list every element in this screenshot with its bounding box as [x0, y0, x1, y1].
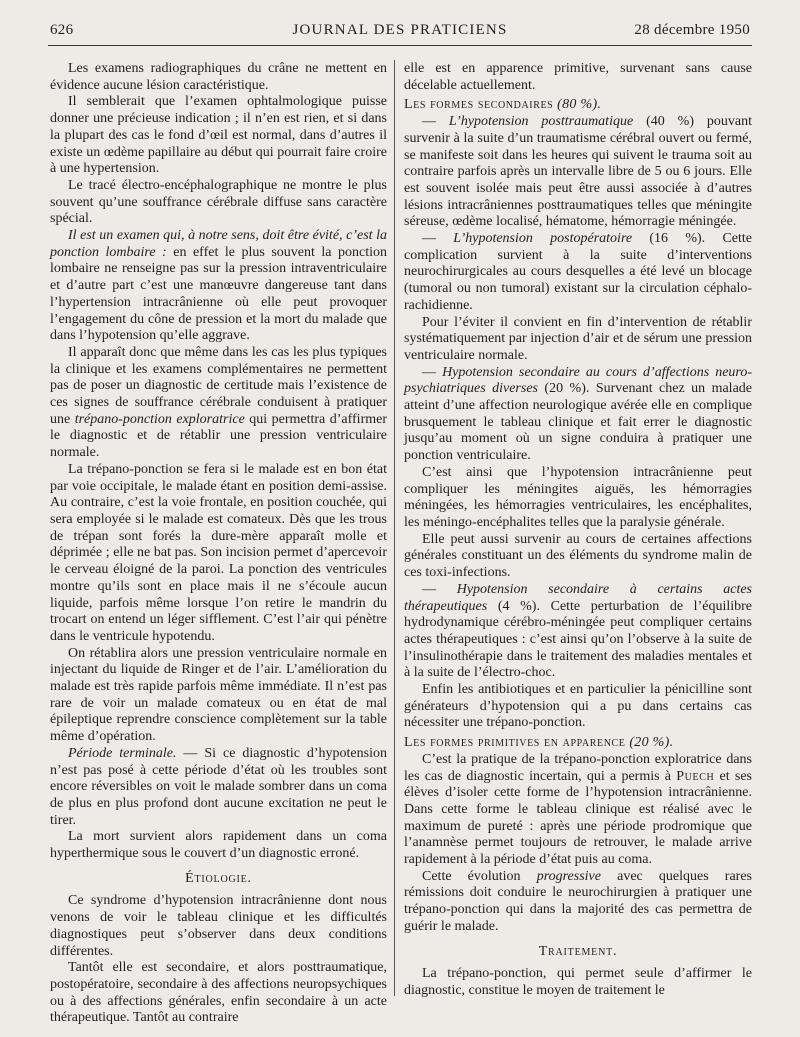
paragraph: Il apparaît donc que même dans les cas les plus typiques la clinique et les examens complémentaires ne permettent pas de poser un diagnostic de certitude mais l’existence de ces signes de souffrance cérébrale conduisent à pratiquer une trépano-ponction exploratrice qui permettra d’affirmer le diagnostic et de rétablir une pression ventriculaire normale.: [50, 344, 387, 461]
left-column: [50, 61, 387, 1027]
paragraph: C’est la pratique de la trépano-ponction exploratrice dans les cas de diagnostic incertain, qui a permis à Puech et ses élèves d’isoler cette forme de l’hypotension intracrânienne. Dans cette forme le tableau clinique est réalisé avec le maximum de pureté : après une période prodromique que l’anamnèse permet toujours de retrouver, le malade arrive rapidement à la période d’état puis au coma.: [404, 751, 752, 868]
paragraph: Elle peut aussi survenir au cours de certaines affections générales constituant un des éléments du syndrome malin de ces toxi-infections.: [404, 531, 752, 581]
section-heading-traitement: Traitement.: [538, 943, 618, 959]
italic-lead: Hypotension secondaire à certains actes thérapeutiques: [404, 581, 753, 614]
italic-lead: Période terminale.: [68, 745, 177, 761]
italic-lead: Hypotension secondaire au cours d’affections neuro-psychiatriques diverses: [404, 364, 753, 397]
paragraph: On rétablira alors une pression ventriculaire normale en injectant du liquide de Ringer et de l’air. L’amélioration du malade est très rapide parfois même immédiate. Il n’est pas rare de voir un malade comateux ou en état de mal épileptique reprendre conscience complètement sur la table même d’opération.: [50, 645, 387, 745]
paragraph: Cette évolution progressive avec quelques rares rémissions doit conduire le neurochirurgien à pratiquer une trépano-ponction qui dans la majorité des cas permettra de guérir le malade.: [404, 868, 753, 934]
subsection-heading-secondaires: Les formes secondaires (80 %).: [404, 97, 602, 113]
paragraph: Il est un examen qui, à notre sens, doit être évité, c’est la ponction lombaire : en effet le plus souvent la ponction lombaire ne renseigne pas sur la pression intraventriculaire et d’autre part c’est une manœuvre dangereuse tant dans l’hypertension intracrânienne où elle peut provoquer l’engagement du cône de pression et la mort du malade que dans l’hypotension qu’elle aggrave.: [50, 228, 387, 344]
paragraph: Ce syndrome d’hypotension intracrânienne dont nous venons de voir le tableau clinique et les difficultés diagnostiques peut s’observer dans deux conditions différentes.: [50, 893, 387, 959]
italic-lead: L’hypotension posttraumatique: [448, 114, 634, 130]
paragraph: Il semblerait que l’examen ophtalmologique puisse donner une précieuse indication ; il n’en est rien, et si dans la plupart des cas le fond d’œil est normal, dans d’autres il existe un œdème papillaire au début qui pourrait faire croire à une hypertension.: [50, 94, 387, 177]
page-number: 626: [50, 22, 74, 38]
paragraph: Pour l’éviter il convient en fin d’intervention de rétablir systématiquement par injection d’air et de sérum une pression ventriculaire normale.: [404, 314, 752, 363]
paragraph: C’est ainsi que l’hypotension intracrânienne peut compliquer les méningites aiguës, les hémorragies méningées, les hémorragies ventriculaires, les encéphalites, les méningo-encéphalites telles que la paralysie générale.: [404, 464, 752, 530]
paragraph: Les examens radiographiques du crâne ne mettent en évidence aucune lésion caractéristique.: [50, 61, 387, 93]
italic-lead: Il est un examen qui, à notre sens, doit être évité, c’est la ponction lombaire :: [50, 228, 387, 260]
italic-term: trépano-ponction exploratrice: [74, 411, 245, 427]
italic-term: progressive: [536, 868, 601, 884]
paragraph: — Hypotension secondaire à certains actes thérapeutiques (4 %). Cette perturbation de l’équilibre hydrodynamique cérébro-méningée peut compliquer certains actes thérapeutiques : c’est ainsi qu’on l’observe à la suite de l’insulinothérapie dans le traitement des maladies mentales et à la suite de l’électro-choc.: [404, 581, 753, 681]
author-name: Puech: [676, 768, 715, 784]
section-heading-etiologie: Étiologie.: [185, 870, 252, 886]
column-divider: [394, 60, 395, 996]
paragraph: La trépano-ponction se fera si le malade est en bon état par voie occipitale, le malade étant en position demi-assise. Au contraire, c’est la voie frontale, en position couchée, qui sera employée si le malade est comateux. Dès que les trous de trépan sont forés la dure-mère apparaît molle et déprimée ; elle ne bat pas. Son incision permet d’apercevoir le cerveau éloigné de la paroi. La ponction des ventricules montre qu’ils sont en place mais il ne s’écoule aucun liquide, parfois même lorsque l’on retire le mandrin du trocart on entend un léger sifflement. C’est l’air qui pénètre dans le ventricule hypotendu.: [50, 461, 387, 644]
header-rule: [48, 45, 752, 46]
paragraph: La trépano-ponction, qui permet seule d’affirmer le diagnostic, constitue le moyen de traitement le: [404, 966, 752, 998]
paragraph: Période terminale. — Si ce diagnostic d’hypotension n’est pas posé à cette période d’état où les troubles sont encore réversibles on voit le malade sombrer dans un coma de plus en plus profond dont aucune excitation ne peut le tirer.: [50, 745, 387, 828]
paragraph: — L’hypotension posttraumatique (40 %) pouvant survenir à la suite d’un traumatisme cérébral ouvert ou fermé, se manifeste soit dans les heures qui suivent le trauma soit au contraire parfois après un intervalle libre de 5 ou 6 jours. Elle est souvent isolée mais peut être aussi associée à d’autres lésions intracrâniennes posttraumatiques telles que méningite séreuse, œdème localisé, hématome, hémorragie méningée.: [404, 114, 752, 230]
subsection-heading-primitives: Les formes primitives en apparence (20 %).: [404, 735, 674, 751]
paragraph: — Hypotension secondaire au cours d’affections neuro-psychiatriques diverses (20 %). Survenant chez un malade atteint d’une affection neurologique avérée elle en complique brusquement le tableau clinique et fait errer le diagnostic jusqu’au moment où un signe conduira à pratiquer une ponction ventriculaire.: [404, 364, 753, 464]
paragraph: Enfin les antibiotiques et en particulier la pénicilline sont générateurs d’hypotension qui a pu dans certains cas nécessiter une trépano-ponction.: [404, 682, 752, 731]
issue-date: 28 décembre 1950: [634, 22, 750, 38]
paragraph: elle est en apparence primitive, survenant sans cause décelable actuellement.: [404, 61, 752, 93]
journal-title: JOURNAL DES PRATICIENS: [292, 22, 508, 38]
paragraph: Tantôt elle est secondaire, et alors posttraumatique, postopératoire, secondaire à des affections neuropsychiques ou à des affections générales, enfin secondaire à un acte thérapeutique. Tantôt au contraire: [50, 960, 387, 1026]
paragraph: Le tracé électro-encéphalographique ne montre le plus souvent qu’une souffrance cérébrale diffuse sans caractère spécial.: [50, 177, 387, 227]
paragraph: La mort survient alors rapidement dans un coma hyperthermique sous le couvert d’un diagnostic erroné.: [50, 829, 387, 862]
paragraph: — L’hypotension postopératoire (16 %). Cette complication survient à la suite d’interventions neurochirurgicales au cours desquelles a été levé un blocage (tumoral ou non tumoral) existant sur la circulation céphalo-rachidienne.: [404, 231, 752, 313]
right-column: [404, 61, 752, 1000]
italic-lead: L’hypotension postopératoire: [453, 231, 633, 247]
page-header: [50, 22, 750, 44]
